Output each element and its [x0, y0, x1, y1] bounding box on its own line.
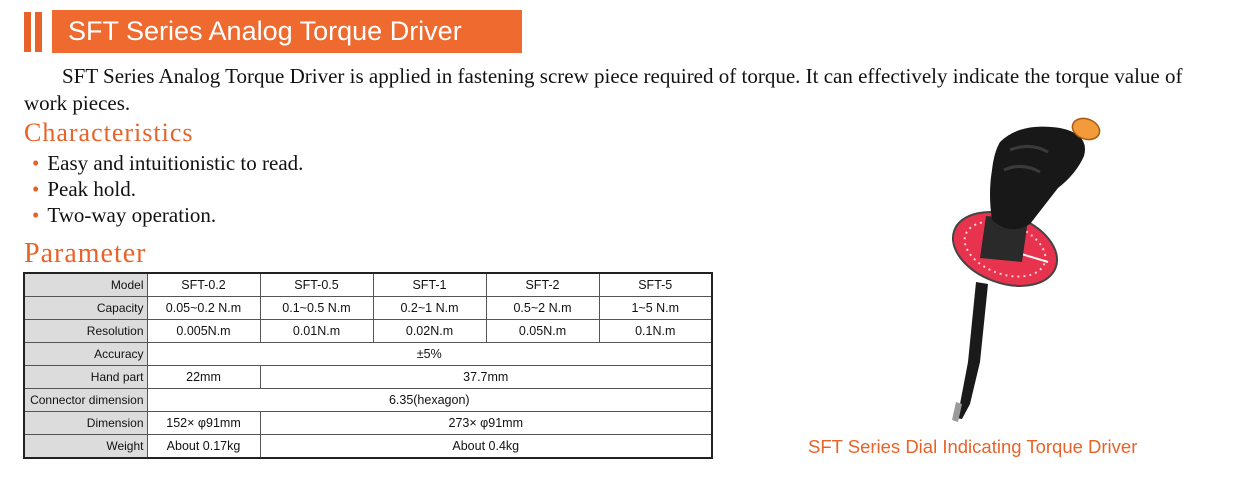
table-row [24, 412, 712, 435]
table-row [24, 320, 712, 343]
dimension-cell: 152× φ91mm [147, 412, 260, 435]
list-item [32, 202, 303, 228]
row-label-accuracy: Accuracy [24, 343, 147, 366]
model-cell: SFT-0.5 [260, 273, 373, 297]
characteristics-list [32, 150, 303, 228]
list-item-text: Peak hold. [47, 177, 137, 201]
torque-driver-image [880, 112, 1110, 432]
title-decor-bars [24, 12, 46, 52]
table-row [24, 435, 712, 459]
row-label-capacity: Capacity [24, 297, 147, 320]
parameter-table [23, 272, 713, 459]
model-cell: SFT-5 [599, 273, 712, 297]
capacity-cell: 0.2~1 N.m [373, 297, 486, 320]
capacity-cell: 0.5~2 N.m [486, 297, 599, 320]
connector-cell: 6.35(hexagon) [147, 389, 712, 412]
weight-cell: About 0.17kg [147, 435, 260, 459]
row-label-model: Model [24, 273, 147, 297]
capacity-cell: 0.1~0.5 N.m [260, 297, 373, 320]
page-title: SFT Series Analog Torque Driver [52, 10, 522, 53]
row-label-dimension: Dimension [24, 412, 147, 435]
parameter-heading: Parameter [24, 238, 147, 269]
decor-bar [35, 12, 42, 52]
resolution-cell: 0.02N.m [373, 320, 486, 343]
model-cell: SFT-0.2 [147, 273, 260, 297]
resolution-cell: 0.05N.m [486, 320, 599, 343]
hand-part-cell: 22mm [147, 366, 260, 389]
model-cell: SFT-2 [486, 273, 599, 297]
driver-shaft [956, 282, 988, 419]
table-row [24, 343, 712, 366]
bullet-icon: • [32, 151, 40, 175]
row-label-resolution: Resolution [24, 320, 147, 343]
intro-paragraph: SFT Series Analog Torque Driver is applied in fastening screw piece required of torque. It can effectively indicate the torque value of work pieces. [24, 64, 1183, 115]
table-row [24, 297, 712, 320]
hand-part-cell: 37.7mm [260, 366, 712, 389]
accuracy-cell: ±5% [147, 343, 712, 366]
row-label-weight: Weight [24, 435, 147, 459]
driver-handle [990, 127, 1085, 230]
characteristics-heading: Characteristics [24, 118, 194, 147]
resolution-cell: 0.01N.m [260, 320, 373, 343]
row-label-hand-part: Hand part [24, 366, 147, 389]
decor-bar [24, 12, 31, 52]
list-item [32, 176, 303, 202]
list-item [32, 150, 303, 176]
row-label-connector: Connector dimension [24, 389, 147, 412]
bullet-icon: • [32, 203, 40, 227]
list-item-text: Easy and intuitionistic to read. [47, 151, 304, 175]
table-row [24, 273, 712, 297]
capacity-cell: 1~5 N.m [599, 297, 712, 320]
image-caption: SFT Series Dial Indicating Torque Driver [808, 436, 1138, 457]
list-item-text: Two-way operation. [47, 203, 217, 227]
dimension-cell: 273× φ91mm [260, 412, 712, 435]
capacity-cell: 0.05~0.2 N.m [147, 297, 260, 320]
resolution-cell: 0.005N.m [147, 320, 260, 343]
weight-cell: About 0.4kg [260, 435, 712, 459]
model-cell: SFT-1 [373, 273, 486, 297]
resolution-cell: 0.1N.m [599, 320, 712, 343]
bullet-icon: • [32, 177, 40, 201]
table-row [24, 389, 712, 412]
table-row [24, 366, 712, 389]
